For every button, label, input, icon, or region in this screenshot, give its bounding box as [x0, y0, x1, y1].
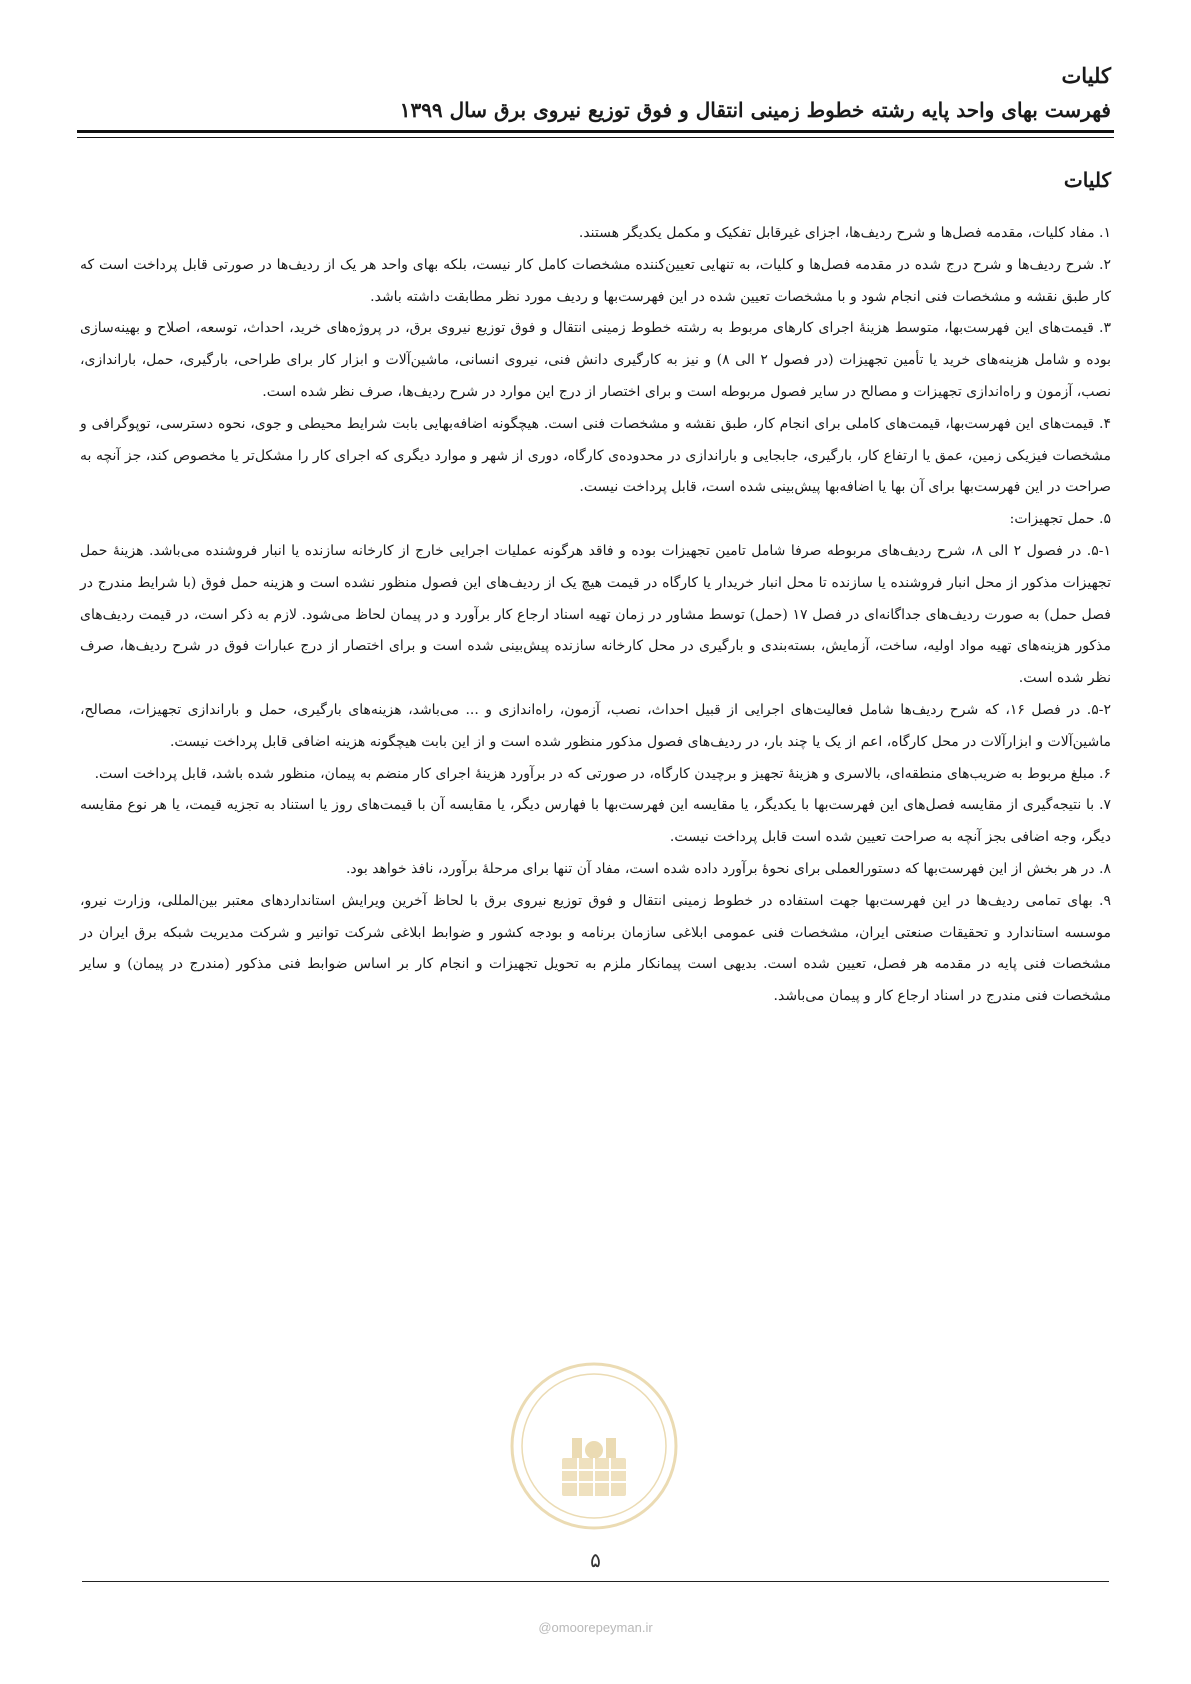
paragraph-9: ۹. بهای تمامی ردیف‌ها در این فهرست‌بها جهت استفاده در خطوط زمینی انتقال و فوق توزیع نیروی برق با لحاظ آخرین ویرایش استانداردهای معتبر بین‌المللی، وزارت نیرو، موسسه استاندارد و تحقیقات صنعتی ایران، مشخصات فنی عمومی ابلاغی سازمان برنامه و بودجه کشور و ضوابط ابلاغی شرکت توانیر و شرکت مدیریت شبکه برق ایران در مشخصات فنی پایه در مقدمه هر فصل، تعیین شده است. بدیهی است پیمانکار ملزم به تحویل تجهیزات و انجام کار بر اساس ضوابط فنی مذکور (مندرج در پیمان) و سایر مشخصات فنی مندرج در اسناد ارجاع کار و پیمان می‌باشد. [80, 892, 1111, 1005]
paragraph-1: ۱. مفاد کلیات، مقدمه فصل‌ها و شرح ردیف‌ها، اجزای غیرقابل تفکیک و مکمل یکدیگر هستند. [578, 225, 1111, 241]
paragraph-5: ۵. حمل تجهیزات: [1009, 511, 1111, 528]
body-text [80, 218, 1111, 1013]
header-rule-thin [77, 137, 1114, 138]
paragraph-5-1: ۵-۱. در فصول ۲ الی ۸، شرح ردیف‌های مربوطه صرفا شامل تامین تجهیزات بوده و فاقد هرگونه عملیات اجرایی خارج از کارخانه سازنده یا انبار فروشنده می‌باشد. هزینهٔ حمل تجهیزات مذکور از محل انبار فروشنده یا سازنده تا محل انبار خریدار یا کارگاه در قیمت هیچ یک از ردیف‌های این فصول منظور نشده است و هزینه حمل فوق (با شرایط مندرج در فصل حمل) به صورت ردیف‌های جداگانه‌ای در فصل ۱۷ (حمل) توسط مشاور در زمان تهیه اسناد ارجاع کار برآورد و در پیمان لحاظ می‌شود. لازم به ذکر است، در قیمت ردیف‌های مذکور هزینه‌های تهیه مواد اولیه، ساخت، آزمایش، بسته‌بندی و بارگیری در محل کارخانه سازنده پیش‌بینی شده است و برای اختصار از درج عبارات فوق در شرح ردیف‌ها، صرف نظر شده است. [80, 542, 1111, 687]
paragraph-2: ۲. شرح ردیف‌ها و شرح درج شده در مقدمه فصل‌ها و کلیات، به تنهایی تعیین‌کننده مشخصات کامل کار نیست، بلکه بهای واحد هر یک از ردیف‌ها در صورتی قابل پرداخت است که کار طبق نقشه و مشخصات فنی انجام شود و با مشخصات تعیین شده در این فهرست‌بها و ردیف مورد نظر مطابقت داشته باشد. [80, 256, 1111, 305]
footer-rule [82, 1581, 1109, 1582]
header-title: کلیات [1061, 63, 1111, 88]
paragraph-5-2: ۵-۲. در فصل ۱۶، که شرح ردیف‌ها شامل فعالیت‌های اجرایی از قبیل احداث، نصب، آزمون، راه‌اندازی و ... می‌باشد، هزینه‌های بارگیری، حمل و باراندازی تجهیزات، مصالح، ماشین‌آلات و ابزارآلات در محل کارگاه، اعم از یک یا چند بار، در ردیف‌های فصول مذکور منظور شده است و از این بابت هیچگونه هزینه اضافی قابل پرداخت نیست. [80, 701, 1111, 750]
paragraph-7: ۷. با نتیجه‌گیری از مقایسه فصل‌های این فهرست‌بها با یکدیگر، یا مقایسه این فهرست‌بها با فهارس دیگر، یا مقایسه آن با قیمت‌های روز یا استناد به تجزیه قیمت، یا هر نوع مقایسه دیگر، وجه اضافی بجز آنچه به صراحت تعیین شده است قابل پرداخت نیست. [80, 797, 1111, 846]
stamp-logo-icon [508, 1360, 680, 1532]
paragraph-4: ۴. قیمت‌های این فهرست‌بها، قیمت‌های کاملی برای انجام کار، طبق نقشه و مشخصات فنی است. هیچگونه اضافه‌بهایی بابت شرایط محیطی و جوی، نحوه دسترسی، توپوگرافی و مشخصات فیزیکی زمین، عمق یا ارتفاع کار، بارگیری، جابجایی و باراندازی در محدوده‌ی کارگاه، دوری از شهر و موارد دیگری که اجرای کار را مشکل‌تر یا مخصوص کند، جز آنچه به صراحت در این فهرست‌بها برای آن بها یا اضافه‌بها پیش‌بینی شده است، قابل پرداخت نیست. [80, 415, 1111, 496]
paragraph-3: ۳. قیمت‌های این فهرست‌بها، متوسط هزینهٔ اجرای کارهای مربوط به رشته خطوط زمینی انتقال و فوق توزیع نیروی برق، در پروژه‌های خرید، احداث، توسعه، اصلاح و بهینه‌سازی بوده و شامل هزینه‌های خرید یا تأمین تجهیزات (در فصول ۲ الی ۸) و نیز به کارگیری دانش فنی، نیروی انسانی، ماشین‌آلات و ابزار کار برای طراحی، بارگیری، حمل، باراندازی، نصب، آزمون و راه‌اندازی تجهیزات و مصالح در سایر فصول مربوطه است و برای اختصار از درج این موارد در شرح ردیف‌ها، صرف نظر شده است. [80, 320, 1112, 400]
paragraph-6: ۶. مبلغ مربوط به ضریب‌های منطقه‌ای، بالاسری و هزینهٔ تجهیز و برچیدن کارگاه، در صورتی که در برآورد هزینهٔ اجرای کار منضم به پیمان، منظور شده باشد، قابل پرداخت است. [94, 765, 1111, 782]
section-title: کلیات [1063, 168, 1111, 192]
paragraph-8: ۸. در هر بخش از این فهرست‌بها که دستورالعملی برای نحوهٔ برآورد داده شده است، مفاد آن تنها برای مرحلهٔ برآورد، نافذ خواهد بود. [345, 860, 1111, 877]
page-number: ۵ [590, 1548, 601, 1572]
watermark-url: @omoorepeyman.ir [538, 1620, 653, 1635]
header-subtitle: فهرست بهای واحد پایه رشته خطوط زمینی انتقال و فوق توزیع نیروی برق سال ۱۳۹۹ [399, 98, 1111, 122]
header-rule [77, 130, 1114, 133]
